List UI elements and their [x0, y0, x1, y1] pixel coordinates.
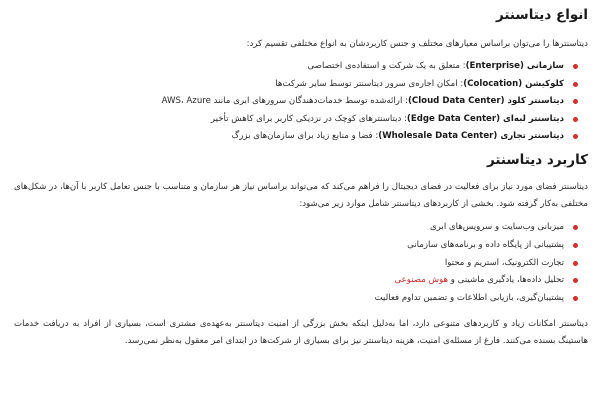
- type-term: دیتاسنتر تجاری (Wholesale Data Center): [378, 131, 564, 141]
- type-desc: : فضا و منابع زیاد برای سازمان‌های بزرگ: [231, 131, 379, 141]
- bullet-dot-icon: [573, 82, 578, 87]
- type-desc: : ارائه‌شده توسط خدمات‌دهندگان سرورهای ابری مانند AWS، Azure: [161, 96, 408, 106]
- usage-list: [14, 219, 588, 308]
- usage-text: میزبانی وب‌سایت و سرویس‌های ابری: [429, 222, 564, 232]
- type-desc: : امکان اجاره‌ی سرور دیتاسنتر توسط سایر شرکت‌ها: [275, 78, 464, 89]
- list-item: [14, 93, 578, 110]
- type-desc: : متعلق به یک شرکت و استفاده‌ی اختصاصی: [307, 61, 466, 71]
- bullet-dot-icon: [573, 134, 578, 139]
- bullet-dot-icon: [573, 225, 578, 230]
- usage-intro-paragraph: دیتاسنتر فضای مورد نیاز برای فعالیت در فضای دیجیتال را فراهم می‌کند که می‌تواند براساس نیاز هر سازمان و متناسب با جنس تعامل کاربر با آن‌ها، در شکل‌های مختلفی به‌کار گرفته شود. بخشی از کاربردهای دیتاسنتر شامل موارد زیر می‌شود:: [14, 182, 588, 209]
- list-item: [14, 219, 578, 237]
- heading-datacenter-usage: کاربرد دیتاسنتر: [486, 152, 588, 168]
- usage-text: پشتیبان‌گیری، بازیابی اطلاعات و تضمین تداوم فعالیت: [374, 293, 564, 304]
- usage-text: تحلیل داده‌ها، یادگیری ماشینی و: [448, 275, 564, 286]
- list-item: [14, 237, 578, 255]
- list-item: [14, 290, 578, 308]
- bullet-dot-icon: [573, 117, 578, 122]
- usage-text: تجارت الکترونیک، استریم و محتوا: [444, 257, 564, 268]
- type-term: سازمانی (Enterprise): [465, 61, 564, 71]
- usage-text: پشتیبانی از پایگاه داده و برنامه‌های سازمانی: [407, 239, 564, 250]
- type-term: دیتاسنتر کلود (Cloud Data Center): [407, 96, 564, 106]
- list-item: [14, 128, 578, 145]
- bullet-dot-icon: [573, 278, 578, 283]
- usage-outro-paragraph: دیتاسنتر امکانات زیاد و کاربردهای متنوعی دارد، اما به‌دلیل اینکه بخش بزرگی از امنیت دیتاسنتر به‌عهده‌ی مشتری است، بسیاری از افراد به دریافت خدمات هاستینگ بسنده می‌کنند. فارغ از مسئله‌ی امنیت، هزینه دیتاسنتر نیز برای بسیاری از شرکت‌ها در ابتدای امر معقول به‌نظر نمی‌رسد.: [14, 318, 588, 346]
- list-item: [14, 111, 578, 128]
- types-list: [14, 58, 588, 145]
- list-item: [14, 58, 578, 75]
- bullet-dot-icon: [573, 261, 578, 266]
- bullet-dot-icon: [573, 99, 578, 104]
- types-intro-paragraph: دیتاسنترها را می‌توان براساس معیارهای مختلف و جنس کاربردشان به انواع مختلفی تقسیم کرد:: [246, 39, 588, 49]
- type-term: کلوکیشن (Colocation): [463, 78, 564, 89]
- bullet-dot-icon: [573, 243, 578, 248]
- heading-datacenter-types: انواع دیتاسنتر: [496, 7, 588, 23]
- type-desc: : دیتاسنترهای کوچک در نزدیکی کاربر برای کاهش تأخیر: [210, 113, 407, 124]
- list-item: [14, 76, 578, 93]
- bullet-dot-icon: [573, 296, 578, 301]
- ai-link[interactable]: هوش مصنوعی: [394, 275, 449, 286]
- list-item: [14, 255, 578, 273]
- bullet-dot-icon: [573, 64, 578, 69]
- type-term: دیتاسنتر لبه‌ای (Edge Data Center): [406, 113, 564, 124]
- list-item: [14, 272, 578, 290]
